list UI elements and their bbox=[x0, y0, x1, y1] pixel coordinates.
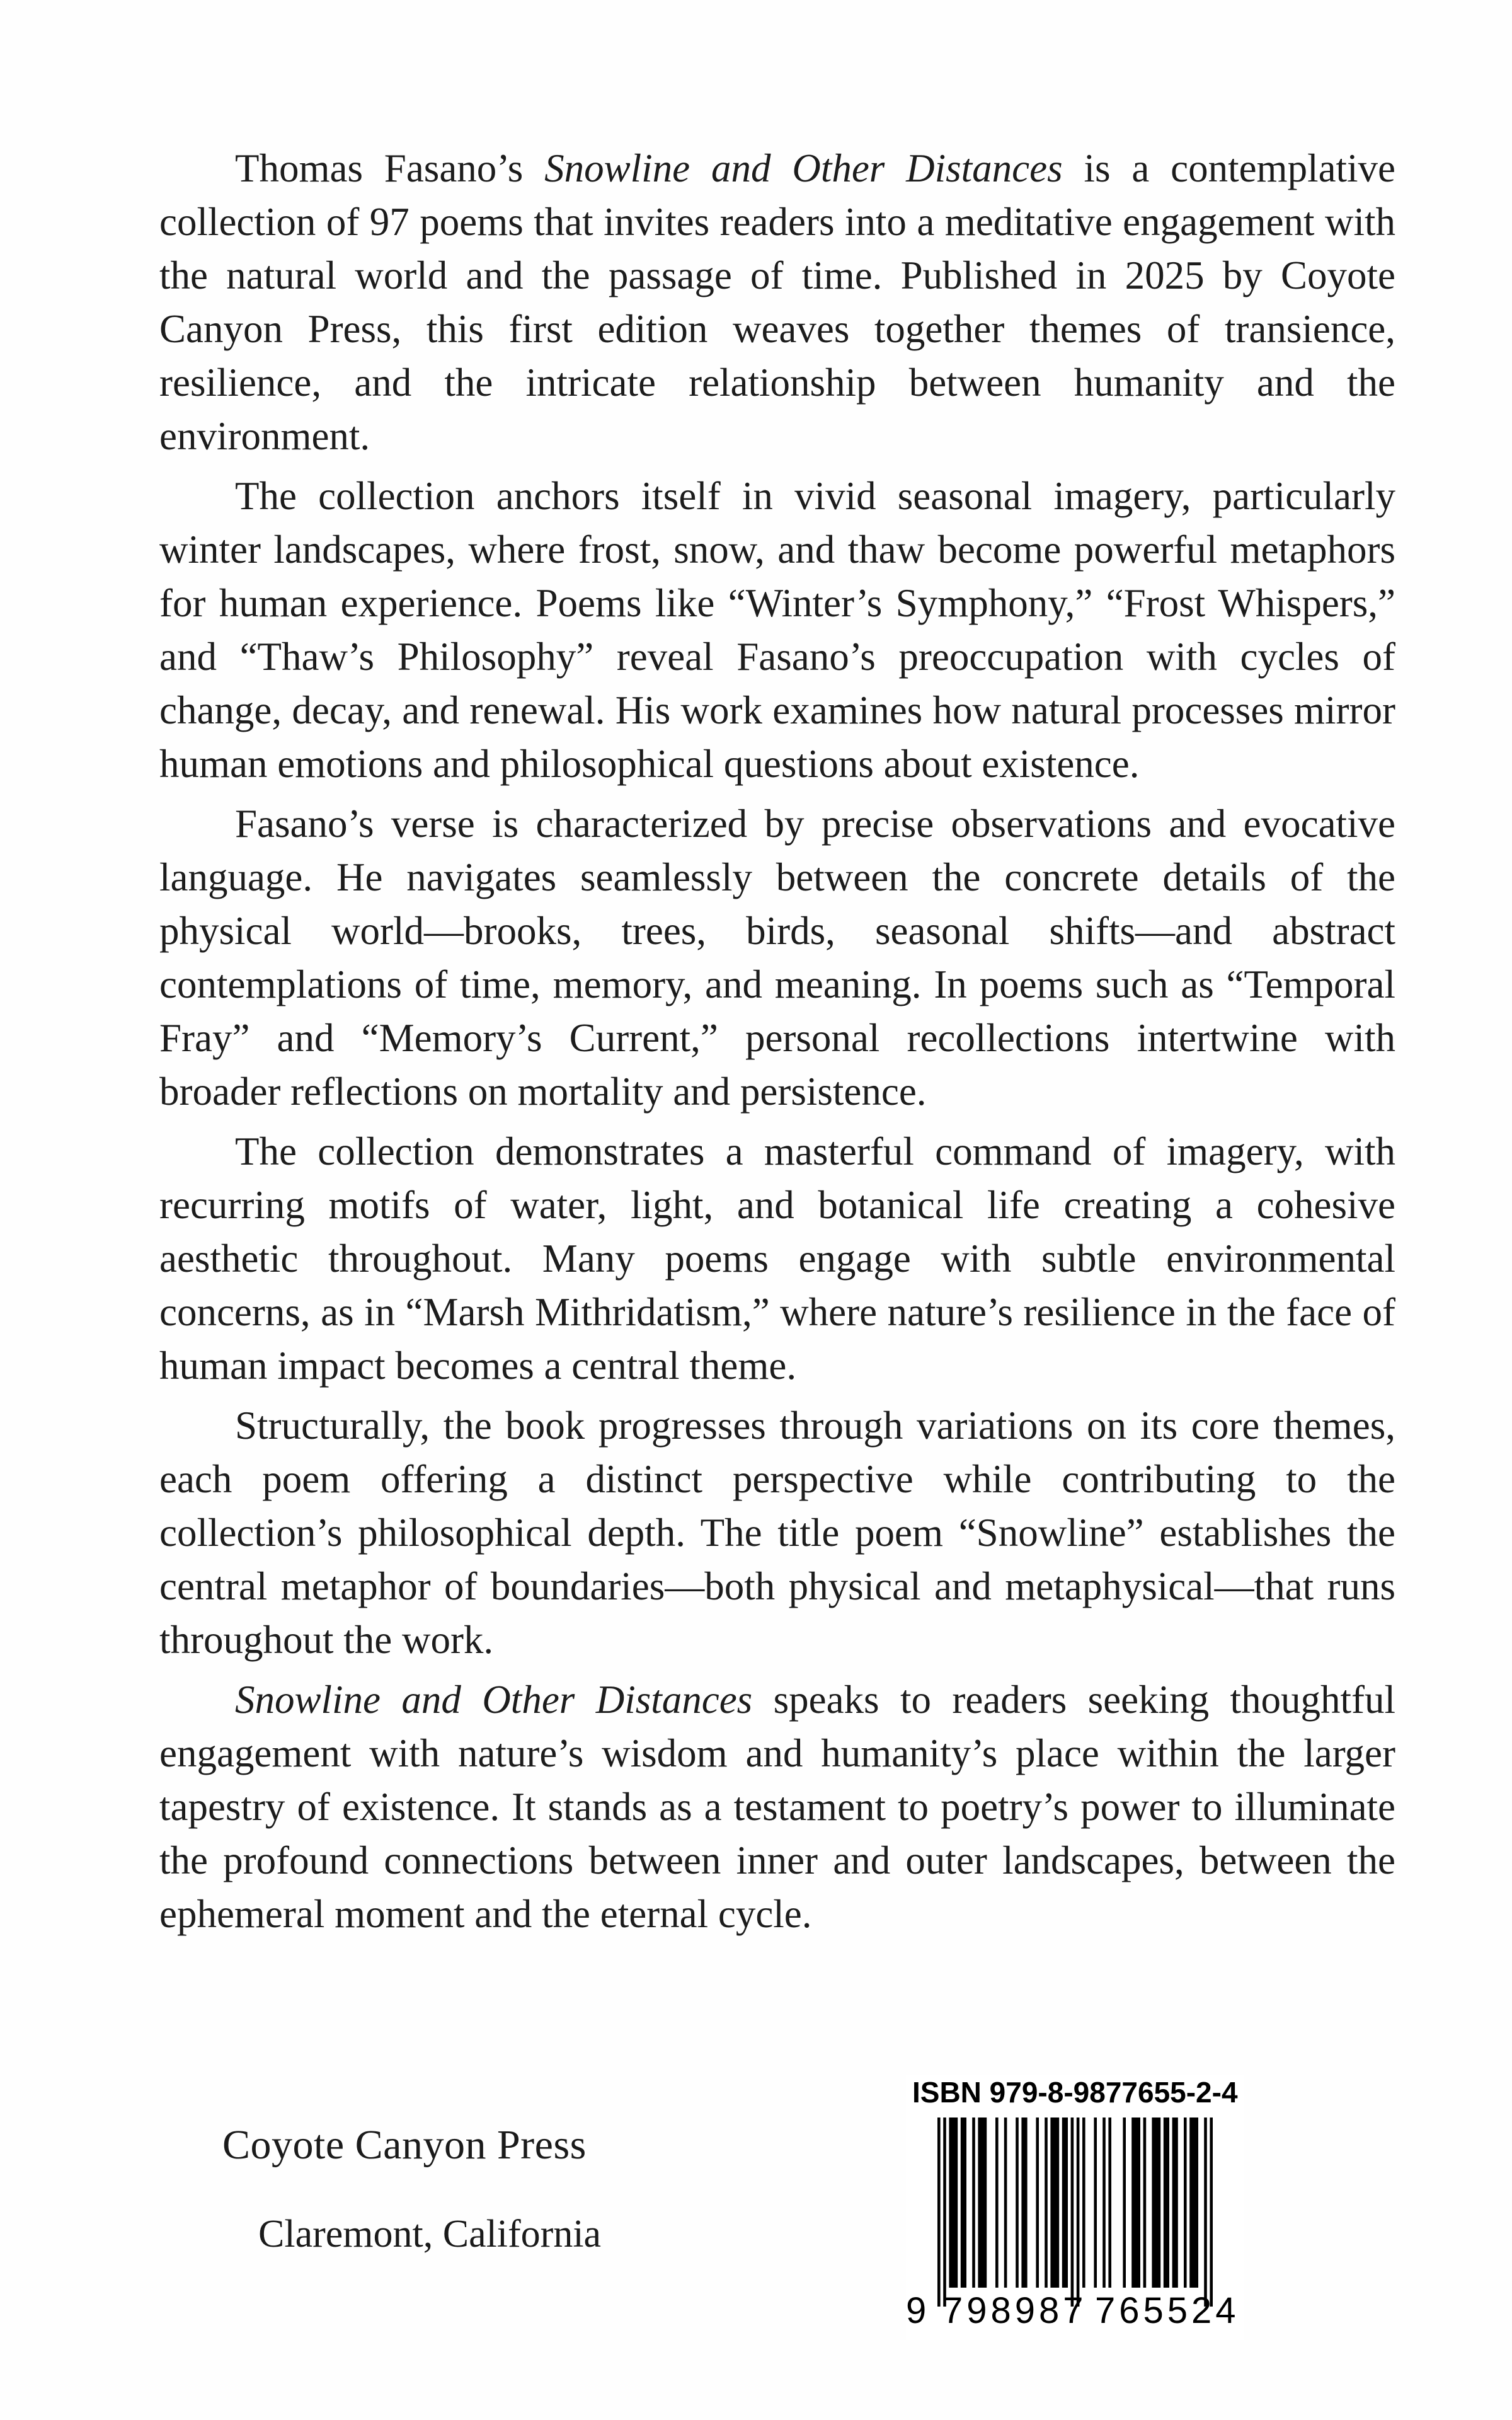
barcode-guard-bar bbox=[1077, 2118, 1080, 2307]
barcode-right-group: 765524 bbox=[1095, 2290, 1240, 2331]
paragraph-text: is a contemplative collection of 97 poems that invites readers into a meditative engagement with the natural world and the passage of time. Published in 2025 by Coyote Canyon Press, this first edition weaves together themes of transience, resilience, and the intricate relationship between humanity and the environment. bbox=[159, 146, 1395, 458]
barcode-bar bbox=[1152, 2118, 1160, 2288]
description-paragraph-4: The collection demonstrates a masterful command of imagery, with recurring motifs of water, light, and botanical life creating a cohesive aesthetic throughout. Many poems engage with subtle environmental concerns, as in “Marsh Mithridatism,” where nature’s resilience in the face of human impact becomes a central theme. bbox=[159, 1129, 1395, 1388]
book-title-italic: Snowline and Other Distances bbox=[235, 1678, 753, 1722]
barcode-guard-bar bbox=[1204, 2118, 1207, 2307]
description-paragraph-1 bbox=[159, 142, 1395, 463]
publisher-location: Claremont, California bbox=[258, 2213, 602, 2256]
barcode-bar bbox=[1123, 2118, 1126, 2288]
publisher-name: Coyote Canyon Press bbox=[222, 2122, 587, 2168]
barcode-bar bbox=[995, 2118, 999, 2288]
barcode-bar bbox=[1021, 2118, 1027, 2288]
barcode-bar bbox=[1164, 2118, 1169, 2288]
isbn-barcode bbox=[906, 2075, 1244, 2340]
barcode-bar bbox=[1094, 2118, 1097, 2288]
barcode-bar bbox=[1062, 2118, 1068, 2288]
book-description bbox=[159, 142, 1395, 1947]
book-title-italic: Snowline and Other Distances bbox=[544, 146, 1063, 190]
barcode-bar bbox=[978, 2118, 987, 2288]
barcode-guard-bar bbox=[937, 2118, 941, 2307]
description-paragraph-2: The collection anchors itself in vivid seasonal imagery, particularly winter landscapes, where frost, snow, and thaw become powerful metaphors for human experience. Poems like “Winter’s Symphony,” “Frost Whispers,” and “Thaw’s Philosophy” reveal Fasano’s preoccupation with cycles of change, decay, and renewal. His work examines how natural processes mirror human emotions and philosophical questions about existence. bbox=[159, 474, 1395, 786]
barcode-bar bbox=[1189, 2118, 1198, 2288]
barcode-bar bbox=[1108, 2118, 1111, 2288]
barcode-bar bbox=[972, 2118, 975, 2288]
barcode-bar bbox=[1143, 2118, 1147, 2288]
barcode-bar bbox=[1172, 2118, 1178, 2288]
barcode-bar bbox=[1131, 2118, 1140, 2288]
barcode-guard-bar bbox=[943, 2118, 946, 2307]
barcode-guard-bar bbox=[1210, 2118, 1213, 2307]
author-name: Thomas Fasano’s bbox=[235, 146, 545, 190]
barcode-guard-bar bbox=[1071, 2118, 1074, 2307]
barcode-bar bbox=[1050, 2118, 1059, 2288]
description-paragraph-5: Structurally, the book progresses through variations on its core themes, each poem offering a distinct perspective while contributing to the collection’s philosophical depth. The title poem “Snowline” establishes the central metaphor of boundaries—both physical and metaphysical—that runs throughout the work. bbox=[159, 1403, 1395, 1662]
barcode-bar bbox=[1016, 2118, 1019, 2288]
barcode-left-group: 798987 bbox=[942, 2290, 1087, 2331]
barcode-bars bbox=[906, 2118, 1244, 2307]
barcode-lead-digit: 9 bbox=[906, 2290, 927, 2331]
barcode-bar bbox=[1102, 2118, 1106, 2288]
isbn-label: ISBN 979-8-9877655-2-4 bbox=[912, 2076, 1238, 2109]
barcode-bar bbox=[961, 2118, 966, 2288]
description-paragraph-3: Fasano’s verse is characterized by precise observations and evocative language. He navigates seamlessly between the concrete details of the physical world—brooks, trees, birds, seasonal shifts—and abstract contemplations of time, memory, and meaning. In poems such as “Temporal Fray” and “Memory’s Current,” personal recollections intertwine with broader reflections on mortality and persistence. bbox=[159, 802, 1395, 1114]
barcode-bar bbox=[1045, 2118, 1048, 2288]
barcode-bar bbox=[1004, 2118, 1007, 2288]
barcode-bar bbox=[1082, 2118, 1085, 2288]
barcode-bar bbox=[1184, 2118, 1187, 2288]
description-paragraph-6 bbox=[159, 1673, 1395, 1941]
paragraph-text: speaks to readers seeking thoughtful engagement with nature’s wisdom and humanity’s place within the larger tapestry of existence. It stands as a testament to poetry’s power to illuminate the profound connections between inner and outer landscapes, between the ephemeral moment and the eternal cycle. bbox=[159, 1678, 1395, 1936]
barcode-bar bbox=[949, 2118, 958, 2288]
barcode-bar bbox=[1036, 2118, 1039, 2288]
